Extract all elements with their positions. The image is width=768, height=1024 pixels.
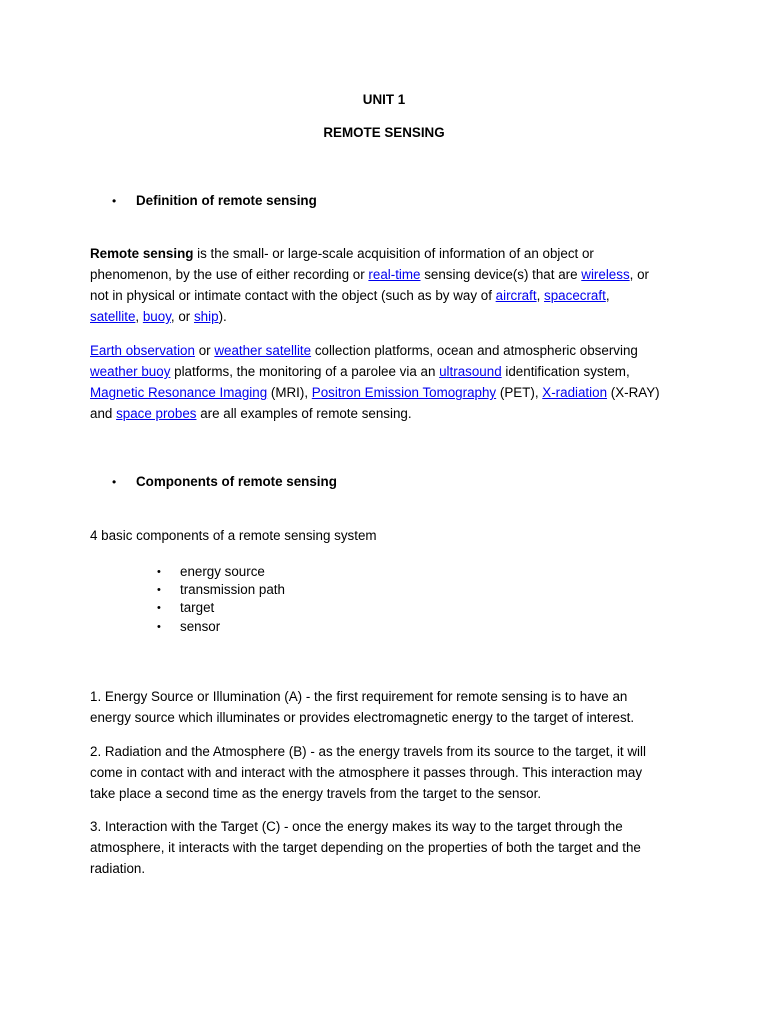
para5-line1: 3. Interaction with the Target (C) - once the energy makes its way to the target through the xyxy=(90,819,623,834)
link-real-time[interactable]: real-time xyxy=(368,267,421,282)
text: platforms, the monitoring of a parolee via an xyxy=(170,364,440,379)
components-intro: 4 basic components of a remote sensing system xyxy=(90,528,377,543)
link-earth-observation[interactable]: Earth observation xyxy=(90,343,195,358)
text: , or xyxy=(170,309,194,324)
text: or xyxy=(194,343,215,358)
link-weather-satellite[interactable]: weather satellite xyxy=(214,343,312,358)
link-mri[interactable]: Magnetic Resonance Imaging xyxy=(90,385,268,400)
text: is the small- or large-scale acquisition of information of an object or xyxy=(193,246,594,261)
para5-line3: radiation. xyxy=(90,861,146,876)
link-ship[interactable]: ship xyxy=(193,309,219,324)
link-ultrasound[interactable]: ultrasound xyxy=(439,364,502,379)
section-heading-components: Components of remote sensing xyxy=(136,474,337,489)
para4-line3: take place a second time as the energy travels from the target to the sensor. xyxy=(90,786,542,801)
text: (X-RAY) xyxy=(607,385,660,400)
text: , xyxy=(605,288,610,303)
text: , or xyxy=(629,267,650,282)
link-satellite[interactable]: satellite xyxy=(90,309,136,324)
text: collection platforms, ocean and atmospheric observing xyxy=(311,343,638,358)
para4-line2: come in contact with and interact with the atmosphere it passes through. This interaction may xyxy=(90,765,643,780)
text: phenomenon, by the use of either recording or xyxy=(90,267,369,282)
subject-title: REMOTE SENSING xyxy=(323,125,445,140)
text: not in physical or intimate contact with the object (such as by way of xyxy=(90,288,496,303)
link-pet[interactable]: Positron Emission Tomography xyxy=(311,385,497,400)
link-spacecraft[interactable]: spacecraft xyxy=(544,288,606,303)
para2-line2 xyxy=(90,361,630,382)
text: ). xyxy=(218,309,227,324)
bullet-icon: • xyxy=(157,602,161,614)
para2-line4 xyxy=(90,403,412,424)
list-item: transmission path xyxy=(180,582,285,597)
para1-line2 xyxy=(90,264,649,285)
text: and xyxy=(90,406,117,421)
bullet-icon: • xyxy=(157,566,161,578)
list-item: sensor xyxy=(180,619,221,634)
para1-line1 xyxy=(90,243,594,264)
link-weather-buoy[interactable]: weather buoy xyxy=(90,364,171,379)
section-heading-definition: Definition of remote sensing xyxy=(136,193,317,208)
para5-line2: atmosphere, it interacts with the target depending on the properties of both the target and the xyxy=(90,840,641,855)
bullet-icon: • xyxy=(112,475,117,489)
link-aircraft[interactable]: aircraft xyxy=(495,288,537,303)
text: are all examples of remote sensing. xyxy=(196,406,412,421)
bullet-icon: • xyxy=(112,194,117,208)
link-x-radiation[interactable]: X-radiation xyxy=(542,385,608,400)
para2-line3 xyxy=(90,382,660,403)
link-space-probes[interactable]: space probes xyxy=(116,406,197,421)
text: identification system, xyxy=(501,364,630,379)
bullet-icon: • xyxy=(157,584,161,596)
text: , xyxy=(536,288,545,303)
link-wireless[interactable]: wireless xyxy=(581,267,630,282)
term-remote-sensing: Remote sensing xyxy=(90,246,194,261)
para1-line3 xyxy=(90,285,610,306)
para3-line2: energy source which illuminates or provides electromagnetic energy to the target of interest. xyxy=(90,710,635,725)
bullet-icon: • xyxy=(157,621,161,633)
text: sensing device(s) that are xyxy=(420,267,582,282)
para1-line4 xyxy=(90,306,227,327)
para3-line1: 1. Energy Source or Illumination (A) - the first requirement for remote sensing is to have an xyxy=(90,689,628,704)
para4-line1: 2. Radiation and the Atmosphere (B) - as the energy travels from its source to the target, it will xyxy=(90,744,646,759)
list-item: target xyxy=(180,600,215,615)
list-item: energy source xyxy=(180,564,265,579)
unit-title: UNIT 1 xyxy=(362,92,406,107)
text: (MRI), xyxy=(267,385,312,400)
link-buoy[interactable]: buoy xyxy=(142,309,171,324)
para2-line1 xyxy=(90,340,638,361)
text: , xyxy=(135,309,143,324)
text: (PET), xyxy=(496,385,543,400)
